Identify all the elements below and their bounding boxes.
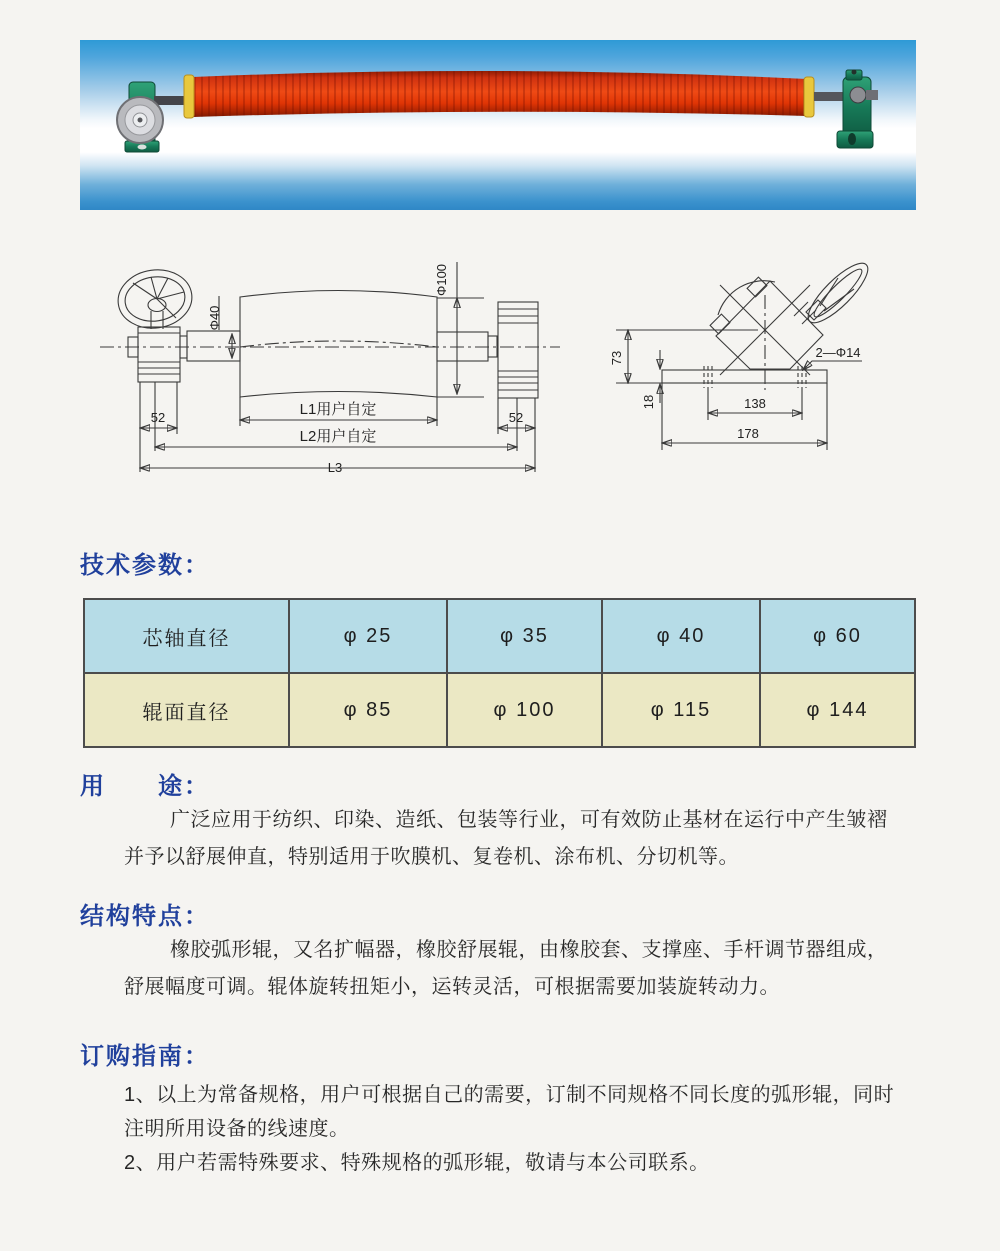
spec-cell: φ 85 bbox=[289, 673, 447, 747]
dim-18-group bbox=[641, 350, 660, 409]
dim-holes: 2—Φ14 bbox=[815, 345, 861, 360]
usage-line-2: 并予以舒展伸直，特别适用于吹膜机、复卷机、涂布机、分切机等。 bbox=[124, 846, 739, 868]
handwheel-drawing bbox=[114, 265, 195, 333]
dim-l1: L1用户自定 bbox=[299, 401, 377, 418]
spec-row-label: 辊面直径 bbox=[84, 673, 289, 747]
dim-holes-group bbox=[803, 345, 862, 370]
dim-18: 18 bbox=[641, 394, 656, 410]
dim-178: 178 bbox=[737, 426, 759, 441]
handwheel-side-drawing bbox=[794, 256, 875, 331]
extension-lines bbox=[140, 382, 535, 472]
spec-cell: φ 25 bbox=[289, 599, 447, 673]
ordering-line-2: 注明所用设备的线速度。 bbox=[124, 1118, 350, 1140]
dim-phi100-group bbox=[434, 262, 484, 397]
ordering-paragraph bbox=[124, 1078, 930, 1180]
left-shaft bbox=[154, 96, 186, 105]
usage-line-1: 广泛应用于纺织、印染、造纸、包装等行业，可有效防止基材在运行中产生皱褶 bbox=[170, 809, 888, 831]
adjustment-handwheel bbox=[117, 97, 163, 143]
spec-cell: φ 100 bbox=[447, 673, 602, 747]
section-heading-structure: 结构特点： bbox=[80, 903, 210, 930]
dim-l2: L2用户自定 bbox=[299, 428, 377, 445]
shaft-end bbox=[866, 90, 878, 100]
front-view-drawing bbox=[96, 250, 571, 485]
dim-52-left: 52 bbox=[150, 410, 166, 425]
side-view-drawing bbox=[600, 250, 932, 460]
spec-row-label: 芯轴直径 bbox=[84, 599, 289, 673]
product-photo-art bbox=[80, 40, 916, 210]
spec-cell: φ 144 bbox=[760, 673, 915, 747]
structure-line-2: 舒展幅度可调。辊体旋转扭矩小，运转灵活，可根据需要加装旋转动力。 bbox=[124, 976, 780, 998]
product-photo bbox=[80, 40, 916, 210]
right-bearing-bracket bbox=[837, 70, 878, 149]
ordering-line-1: 1、以上为常备规格，用户可根据自己的需要，订制不同规格不同长度的弧形辊，同时 bbox=[124, 1084, 895, 1106]
structure-line-1: 橡胶弧形辊，又名扩幅器，橡胶舒展辊，由橡胶套、支撑座、手杆调节器组成， bbox=[170, 939, 888, 961]
dim-52-right: 52 bbox=[508, 410, 524, 425]
dim-phi100: Φ100 bbox=[434, 263, 449, 297]
ordering-line-3: 2、用户若需特殊要求、特殊规格的弧形辊，敬请与本公司联系。 bbox=[124, 1152, 710, 1174]
left-pedestal-drawing bbox=[128, 327, 180, 382]
section-heading-ordering: 订购指南： bbox=[80, 1043, 210, 1070]
spec-cell: φ 35 bbox=[447, 599, 602, 673]
bowed-centerline bbox=[240, 341, 437, 347]
spec-row-shaft bbox=[84, 599, 915, 673]
structure-paragraph bbox=[124, 932, 930, 1006]
section-heading-tech: 技术参数： bbox=[80, 552, 210, 579]
dim-73-group bbox=[609, 330, 758, 383]
section-heading-usage: 用 途： bbox=[80, 773, 210, 800]
dim-138-group bbox=[708, 388, 802, 420]
spec-row-surface bbox=[84, 673, 915, 747]
dim-phi40-group bbox=[207, 296, 232, 358]
dim-l3: L3 bbox=[327, 460, 343, 475]
usage-paragraph bbox=[124, 802, 930, 876]
spec-cell: φ 60 bbox=[760, 599, 915, 673]
right-pedestal-drawing bbox=[498, 302, 538, 398]
spec-cell: φ 40 bbox=[602, 599, 760, 673]
right-flange bbox=[804, 77, 814, 117]
spec-cell: φ 115 bbox=[602, 673, 760, 747]
left-flange bbox=[184, 75, 194, 118]
spec-table bbox=[83, 598, 916, 748]
rubber-roller bbox=[184, 71, 814, 118]
dim-138: 138 bbox=[744, 396, 766, 411]
dim-phi40: Φ40 bbox=[207, 305, 222, 331]
dim-73: 73 bbox=[609, 350, 624, 366]
